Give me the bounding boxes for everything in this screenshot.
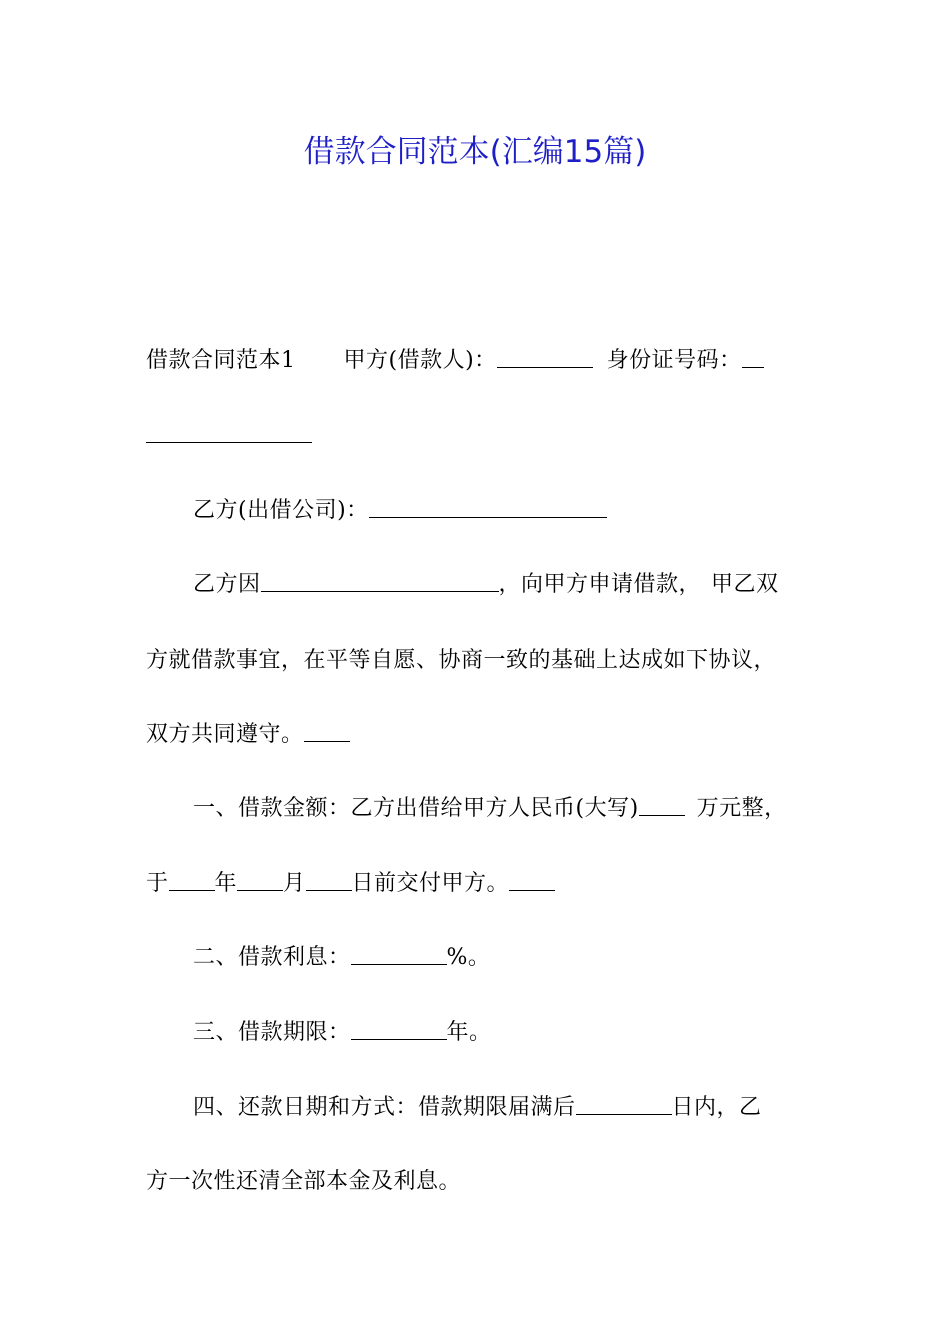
line-reason bbox=[193, 567, 779, 603]
reason-blank bbox=[261, 569, 499, 592]
party-b-blank bbox=[369, 495, 607, 518]
line-term bbox=[193, 1015, 492, 1051]
term-label: 三、借款期限： bbox=[193, 1020, 351, 1045]
interest-unit: %。 bbox=[446, 945, 491, 970]
reason-tail: 甲乙双 bbox=[711, 572, 779, 597]
loan-amount-unit: 万元整， bbox=[696, 796, 787, 821]
party-b-label: 乙方(出借公司)： bbox=[193, 498, 369, 523]
delivery-text: 日前交付甲方。 bbox=[351, 871, 510, 896]
month-label: 月 bbox=[283, 871, 306, 896]
term-unit: 年。 bbox=[446, 1020, 492, 1045]
month-blank bbox=[237, 868, 283, 891]
reason-text: ，向甲方申请借款， bbox=[498, 572, 702, 597]
party-a-label: 甲方(借款人)： bbox=[343, 348, 497, 373]
line-id-continuation bbox=[146, 418, 312, 454]
comply-text: 双方共同遵守。 bbox=[146, 722, 304, 747]
loan-amount-text: 一、借款金额：乙方出借给甲方人民币(大写) bbox=[193, 796, 639, 821]
delivery-blank bbox=[509, 868, 555, 891]
line-comply bbox=[146, 717, 350, 753]
repayment-cont-text: 方一次性还清全部本金及利息。 bbox=[146, 1169, 462, 1194]
agreement-text: 方就借款事宜，在平等自愿、协商一致的基础上达成如下协议， bbox=[146, 648, 777, 673]
document-title: 借款合同范本(汇编15篇) bbox=[303, 134, 647, 170]
repayment-text: 四、还款日期和方式：借款期限届满后 bbox=[193, 1095, 576, 1120]
repayment-tail: 日内，乙 bbox=[671, 1095, 762, 1120]
line-repayment bbox=[193, 1090, 762, 1126]
line-interest bbox=[193, 940, 490, 976]
delivery-prefix: 于 bbox=[146, 871, 169, 896]
id-number-blank-end bbox=[146, 420, 312, 443]
day-blank bbox=[306, 868, 352, 891]
line-repayment-cont bbox=[146, 1164, 461, 1200]
repayment-blank bbox=[576, 1092, 672, 1115]
party-a-blank bbox=[497, 345, 593, 368]
line-agreement bbox=[146, 643, 776, 679]
line-party-b bbox=[193, 493, 607, 529]
year-label: 年 bbox=[214, 871, 238, 896]
year-blank bbox=[169, 868, 215, 891]
contract-heading: 借款合同范本1 bbox=[146, 348, 296, 373]
id-number-blank-start bbox=[742, 345, 764, 368]
interest-blank bbox=[351, 942, 447, 965]
loan-amount-blank bbox=[639, 793, 685, 816]
line-delivery-date bbox=[146, 866, 555, 902]
id-number-label: 身份证号码： bbox=[606, 348, 742, 373]
term-blank bbox=[351, 1017, 447, 1040]
line-loan-amount bbox=[193, 791, 787, 827]
interest-label: 二、借款利息： bbox=[193, 945, 351, 970]
reason-prefix: 乙方因 bbox=[193, 572, 261, 597]
comply-blank bbox=[304, 719, 350, 742]
line-party-a bbox=[146, 343, 764, 379]
